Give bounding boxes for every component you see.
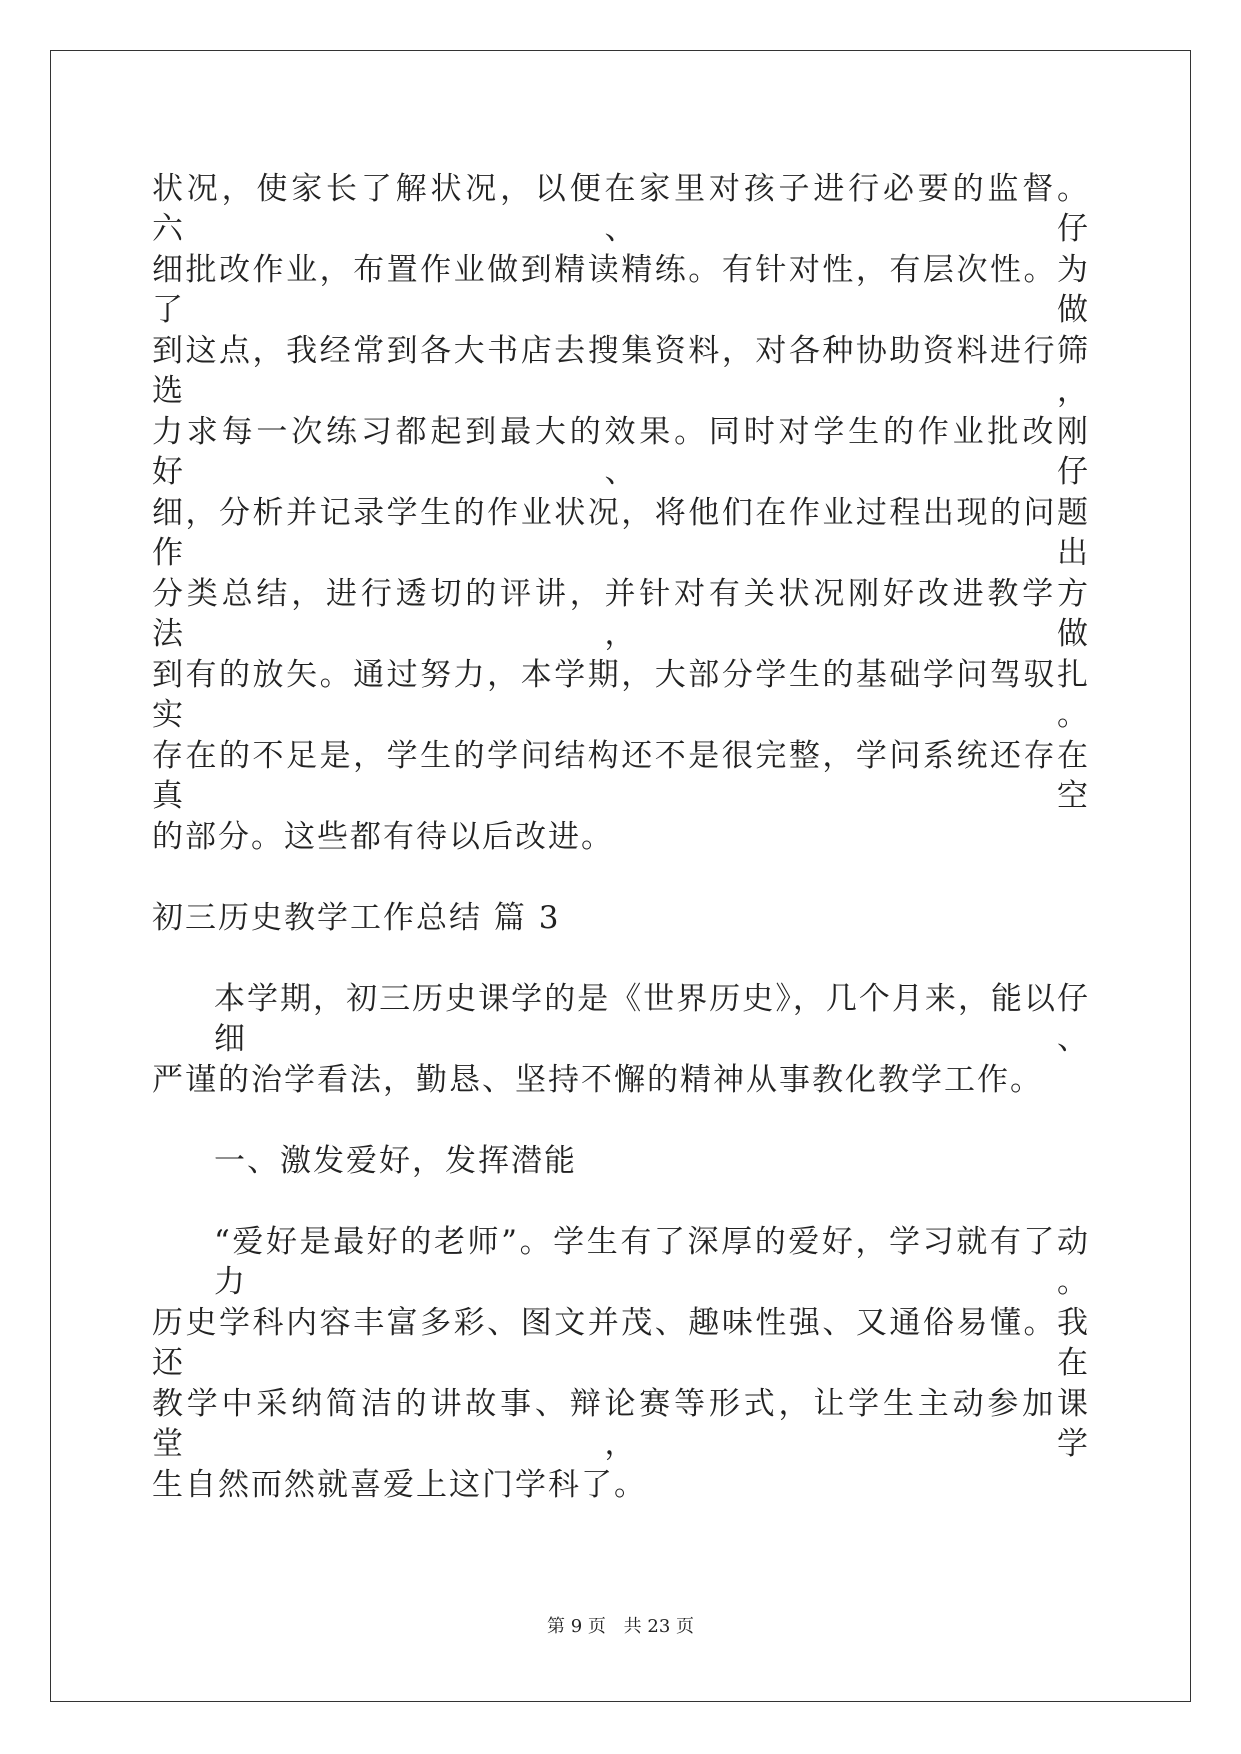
heading-1: 一、激发爱好，发挥潜能 bbox=[214, 1143, 577, 1179]
body-line-6: 分类总结，进行透切的评讲，并针对有关状况刚好改进教学方法，做 bbox=[152, 576, 1090, 652]
body-line-1: 状况，使家长了解状况，以便在家里对孩子进行必要的监督。六、仔 bbox=[152, 171, 1090, 247]
para2-line-1: 本学期，初三历史课学的是《世界历史》，几个月来，能以仔细、 bbox=[214, 981, 1090, 1057]
body-line-5: 细，分析并记录学生的作业状况，将他们在作业过程出现的问题作出 bbox=[152, 495, 1090, 571]
section-title: 初三历史教学工作总结 篇 3 bbox=[152, 900, 561, 936]
body-line-2: 细批改作业，布置作业做到精读精练。有针对性，有层次性。为了做 bbox=[152, 252, 1090, 328]
para3-line-1: “爱好是最好的老师”。学生有了深厚的爱好，学习就有了动力。 bbox=[214, 1224, 1090, 1300]
para3-line-3: 教学中采纳简洁的讲故事、辩论赛等形式，让学生主动参加课堂，学 bbox=[152, 1386, 1090, 1462]
body-line-7: 到有的放矢。通过努力，本学期，大部分学生的基础学问驾驭扎实。 bbox=[152, 657, 1090, 733]
body-line-8: 存在的不足是，学生的学问结构还不是很完整，学问系统还存在真空 bbox=[152, 738, 1090, 814]
body-line-3: 到这点，我经常到各大书店去搜集资料，对各种协助资料进行筛选， bbox=[152, 333, 1090, 409]
body-line-4: 力求每一次练习都起到最大的效果。同时对学生的作业批改刚好、仔 bbox=[152, 414, 1090, 490]
para2-line-2: 严谨的治学看法，勤恳、坚持不懈的精神从事教化教学工作。 bbox=[152, 1062, 1043, 1098]
page-footer bbox=[0, 1612, 1241, 1638]
para3-line-4: 生自然而然就喜爱上这门学科了。 bbox=[152, 1467, 647, 1503]
para3-line-2: 历史学科内容丰富多彩、图文并茂、趣味性强、又通俗易懂。我还在 bbox=[152, 1305, 1090, 1381]
page-total: 共 23 页 bbox=[623, 1616, 694, 1637]
body-line-9: 的部分。这些都有待以后改进。 bbox=[152, 819, 614, 855]
page-number: 第 9 页 bbox=[547, 1616, 606, 1637]
